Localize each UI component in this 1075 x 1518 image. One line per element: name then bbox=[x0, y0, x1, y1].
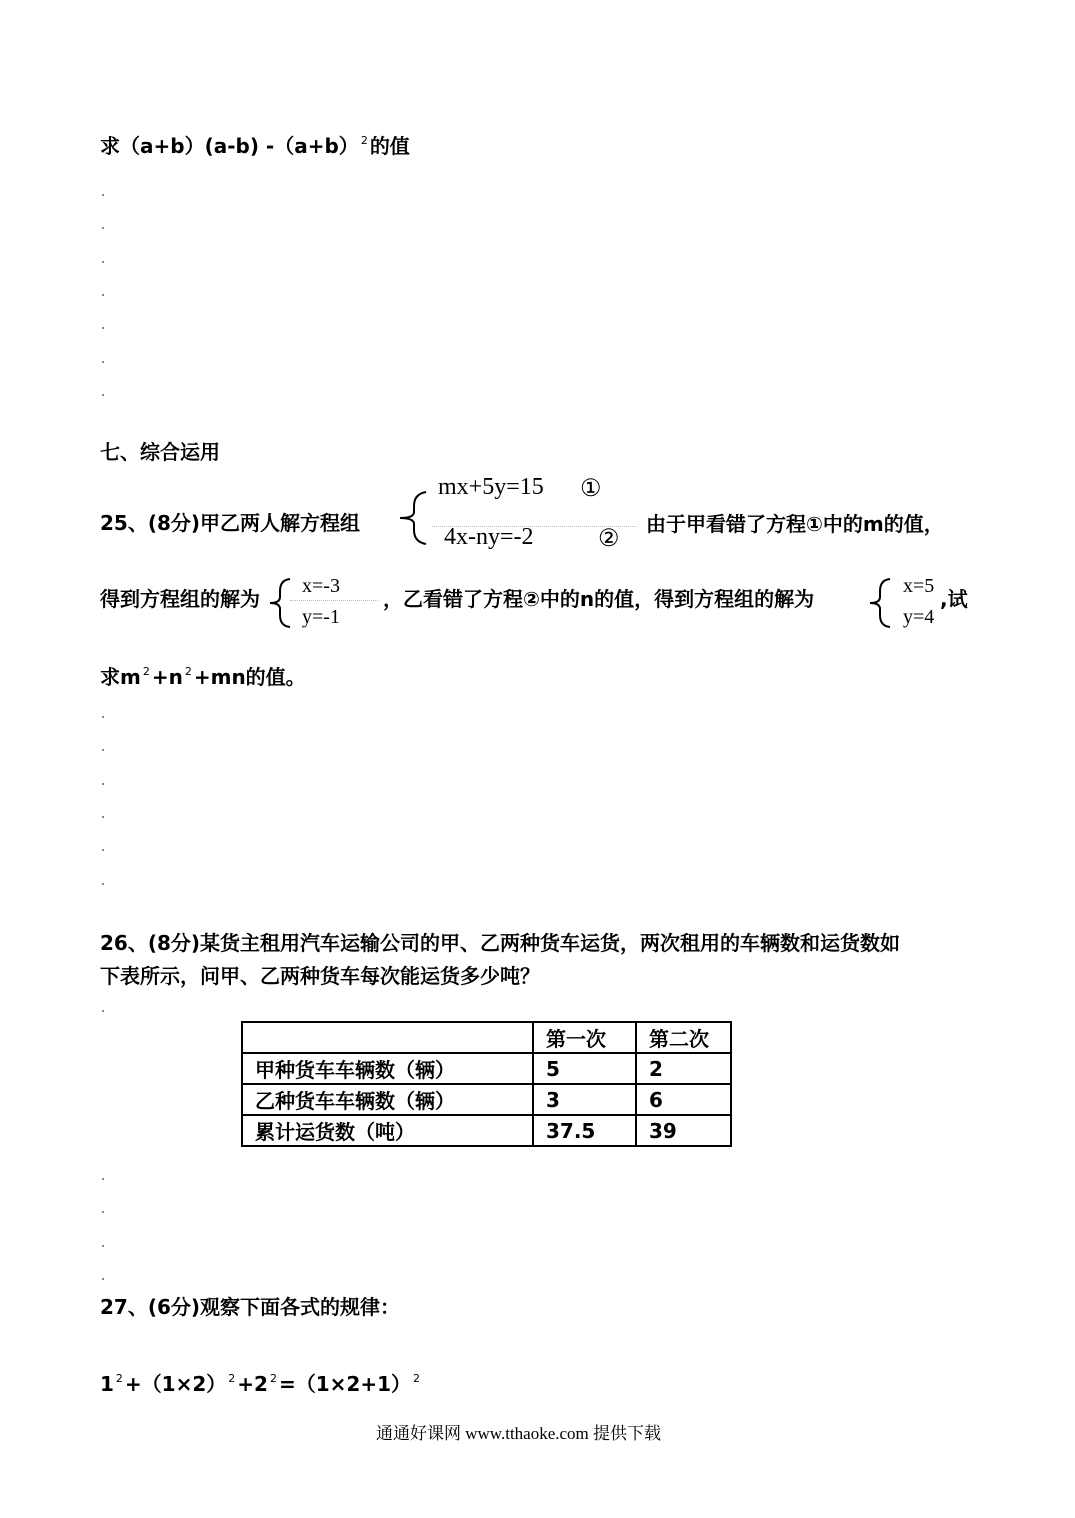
dotted-line bbox=[290, 600, 378, 601]
equation-1: mx+5y=15 bbox=[438, 474, 544, 500]
solution1-y: y=-1 bbox=[302, 606, 340, 628]
problem26-line1: 26、(8分)某货主租用汽车运输公司的甲、乙两种货车运货，两次租用的车辆数和运货数如 bbox=[100, 931, 901, 955]
problem27-title: 27、(6分)观察下面各式的规律： bbox=[100, 1295, 401, 1319]
table-cell: 甲种货车车辆数（辆） bbox=[242, 1053, 533, 1084]
table-row bbox=[242, 1115, 731, 1146]
problem25-ask: 求m $^2$ +n $^2$ +mn的值。 bbox=[100, 665, 306, 689]
answer-dot bbox=[102, 1010, 104, 1012]
table-cell: 39 bbox=[636, 1115, 731, 1146]
table-cell: 6 bbox=[636, 1084, 731, 1115]
equation-1-marker: ① bbox=[580, 476, 602, 502]
table-header-cell bbox=[242, 1022, 533, 1053]
footer-text: 通通好课网 www.tthaoke.com 提供下载 bbox=[376, 1424, 662, 1443]
table-header-cell: 第一次 bbox=[533, 1022, 636, 1053]
left-brace-icon bbox=[392, 488, 432, 548]
table-cell: 5 bbox=[533, 1053, 636, 1084]
problem25-suffix: 由于甲看错了方程①中的m的值， bbox=[646, 512, 944, 536]
problem26-line2: 下表所示，问甲、乙两种货车每次能运货多少吨？ bbox=[100, 964, 540, 988]
table-cell: 2 bbox=[636, 1053, 731, 1084]
table-cell: 3 bbox=[533, 1084, 636, 1115]
problem27-formula: 1 $^2$ +（1×2） $^2$ +2 $^2$ =（1×2+1） $^2$ bbox=[100, 1372, 420, 1396]
problem25-line2-middle: ，乙看错了方程②中的n的值，得到方程组的解为 bbox=[383, 587, 815, 611]
table-row bbox=[242, 1053, 731, 1084]
problem25-prefix: 25、(8分)甲乙两人解方程组 bbox=[100, 511, 361, 535]
equation-2: 4x-ny=-2 bbox=[444, 524, 534, 550]
problem25-line2-end: ,试 bbox=[940, 587, 968, 611]
problem24-question: 求（a+b）(a-b) -（a+b） $^2$ 的值 bbox=[100, 134, 410, 158]
table-header-cell: 第二次 bbox=[636, 1022, 731, 1053]
solution2-y: y=4 bbox=[903, 606, 935, 628]
left-brace-icon bbox=[266, 575, 296, 631]
solution2-x: x=5 bbox=[903, 575, 935, 597]
problem25-line2-start: 得到方程组的解为 bbox=[100, 587, 260, 611]
data-table bbox=[241, 1021, 732, 1147]
solution1-x: x=-3 bbox=[302, 575, 340, 597]
table-header-row bbox=[242, 1022, 731, 1053]
left-brace-icon bbox=[866, 575, 896, 631]
table-cell: 37.5 bbox=[533, 1115, 636, 1146]
table-cell: 累计运货数（吨） bbox=[242, 1115, 533, 1146]
table-cell: 乙种货车车辆数（辆） bbox=[242, 1084, 533, 1115]
table-row bbox=[242, 1084, 731, 1115]
section-title: 七、综合运用 bbox=[100, 440, 220, 464]
equation-2-marker: ② bbox=[598, 526, 620, 552]
